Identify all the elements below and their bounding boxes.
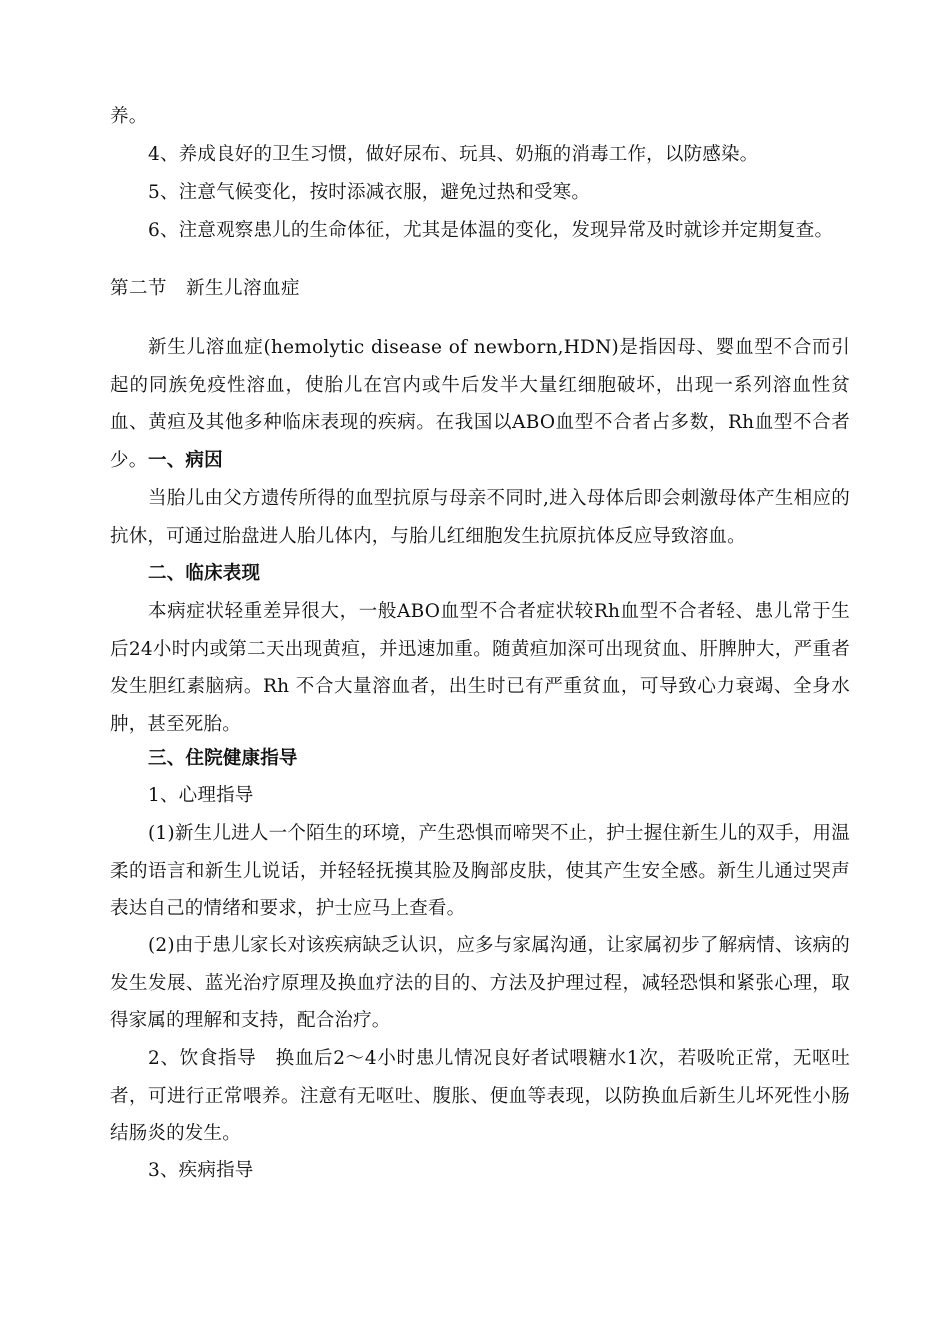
continued-line: 养。	[110, 106, 148, 127]
subheading-disease: 3、疾病指导	[148, 1160, 254, 1181]
list-item-6: 6、注意观察患儿的生命体征，尤其是体温的变化，发现异常及时就诊并定期复查。	[148, 220, 834, 241]
diet-paragraph: 2、饮食指导 换血后2～4小时患儿情况良好者试喂糖水1次，若吸吮正常，无呕吐者，可进行正常喂养。注意有无呕吐、腹胀、便血等表现，以防换血后新生儿坏死性小肠结肠炎的发生。	[110, 1048, 850, 1144]
intro-paragraph: 新生儿溶血症(hemolytic disease of newborn,HDN)是指因母、婴血型不合而引起的同族免疫性溶血，使胎儿在宫内或牛后发半大量红细胞破坏，出现一系列溶血性贫血、黄疸及其他多种临床表现的疾病。在我国以ABO血型不合者占多数，Rh血型不合者少。	[110, 337, 850, 471]
list-item-5: 5、注意气候变化，按时添减衣服，避免过热和受寒。	[148, 182, 591, 203]
section-title: 第二节 新生儿溶血症	[110, 278, 301, 299]
cause-paragraph: 当胎儿由父方遗传所得的血型抗原与母亲不同时,进入母体后即会刺激母体产生相应的抗休，可通过胎盘进人胎儿体内，与胎儿红细胞发生抗原抗体反应导致溶血。	[110, 488, 850, 547]
heading-clinical: 二、临床表现	[148, 563, 261, 584]
psychology-paragraph-2: (2)由于患儿家长对该疾病缺乏认识，应多与家属沟通，让家属初步了解病情、该病的发生发展、蓝光治疗原理及换血疗法的目的、方法及护理过程，减轻恐惧和紧张心理，取得家属的理解和支持，配合治疗。	[110, 935, 850, 1031]
list-item-4: 4、养成良好的卫生习惯，做好尿布、玩具、奶瓶的消毒工作，以防感染。	[148, 144, 759, 165]
heading-cause: 一、病因	[148, 450, 223, 471]
heading-guidance: 三、住院健康指导	[148, 748, 298, 769]
subheading-psychology: 1、心理指导	[148, 785, 254, 806]
clinical-paragraph: 本病症状轻重差异很大，一般ABO血型不合者症状较Rh血型不合者轻、患儿常于生后24小时内或第二天出现黄疸，并迅速加重。随黄疸加深可出现贫血、肝脾肿大，严重者发生胆红素脑病。Rh 不合大量溶血者，出生时已有严重贫血，可导致心力衰竭、全身水肿，甚至死胎。	[110, 601, 850, 735]
psychology-paragraph-1: (1)新生儿进人一个陌生的环境，产生恐惧而啼哭不止，护士握住新生儿的双手，用温柔的语言和新生儿说话，并轻轻抚摸其脸及胸部皮肤，使其产生安全感。新生儿通过哭声表达自己的情绪和要求，护士应马上查看。	[110, 823, 850, 919]
